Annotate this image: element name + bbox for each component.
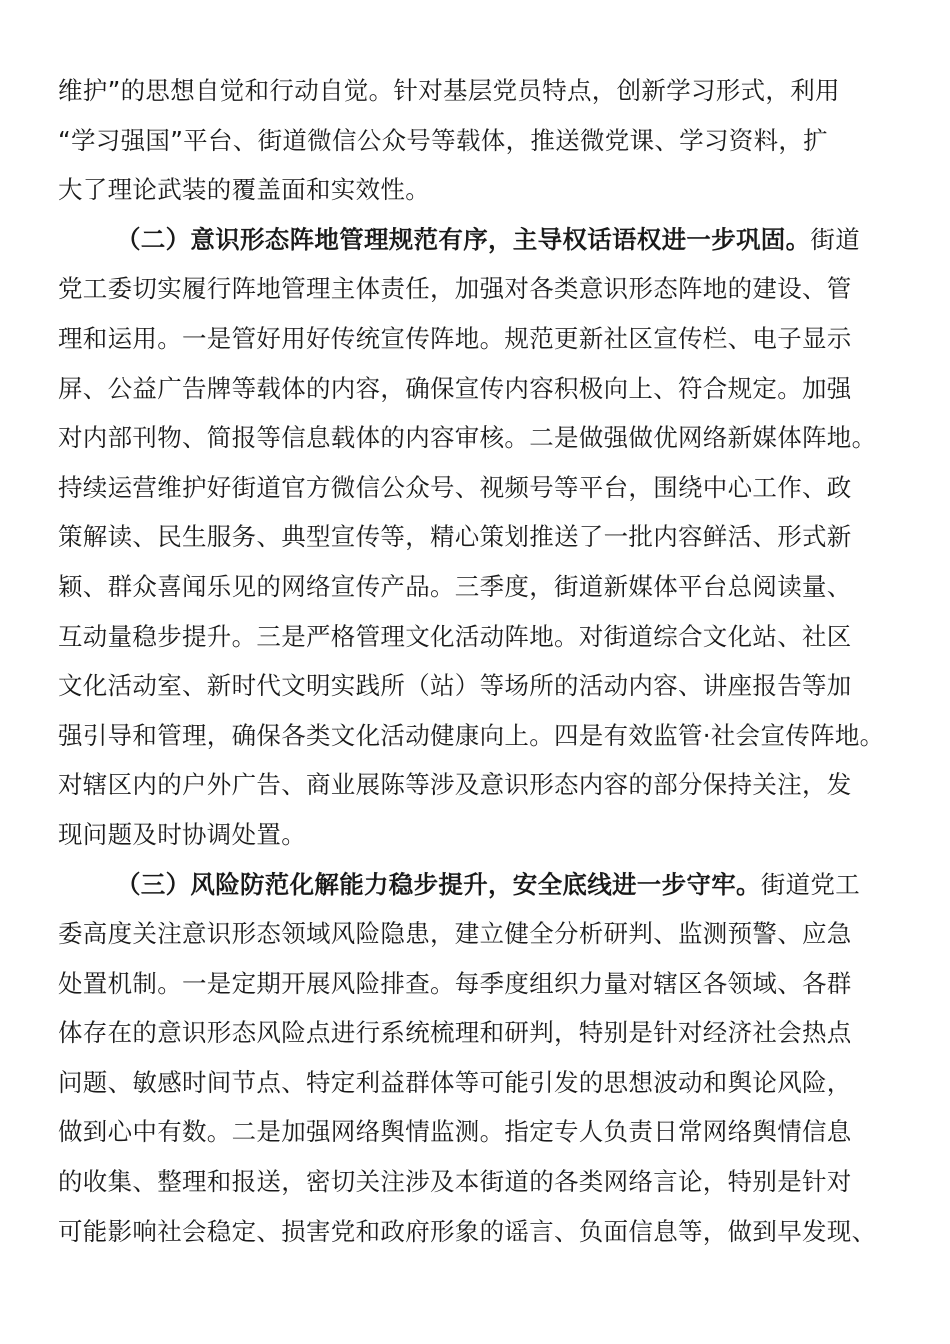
section-2-heading: （二）意识形态阵地管理规范有序，主导权话语权进一步巩固。 [116, 224, 811, 254]
paragraph-2-line: 屏、公益广告牌等载体的内容，确保宣传内容积极向上、符合规定。加强 [58, 373, 852, 403]
paragraph-3-line: 处置机制。一是定期开展风险排查。每季度组织力量对辖区各领域、各群 [58, 968, 852, 998]
paragraph-2-line: 强引导和管理，确保各类文化活动健康向上。四是有效监管·社会宣传阵地。 [58, 720, 885, 750]
paragraph-1-line-3: 大了理论武装的覆盖面和实效性。 [58, 175, 430, 205]
paragraph-3-line: 问题、敏感时间节点、特定利益群体等可能引发的思想波动和舆论风险， [58, 1067, 852, 1097]
paragraph-1-line-1: 维护”的思想自觉和行动自觉。针对基层党员特点，创新学习形式，利用 [58, 76, 840, 105]
paragraph-2-first-line-rest: 街道 [810, 224, 861, 254]
paragraph-2-line: 党工委切实履行阵地管理主体责任，加强对各类意识形态阵地的建设、管 [58, 274, 852, 304]
paragraph-2-line: 互动量稳步提升。三是严格管理文化活动阵地。对街道综合文化站、社区 [58, 621, 852, 651]
paragraph-3-line: 可能影响社会稳定、损害党和政府形象的谣言、负面信息等，做到早发现、 [58, 1216, 877, 1246]
paragraph-2-line: 颖、群众喜闻乐见的网络宣传产品。三季度，街道新媒体平台总阅读量、 [58, 571, 852, 601]
paragraph-3-line-1 [58, 860, 892, 910]
paragraph-2-line-1 [58, 215, 892, 265]
paragraph-3-line: 体存在的意识形态风险点进行系统梳理和研判，特别是针对经济社会热点 [58, 1018, 852, 1048]
paragraph-3-line: 委高度关注意识形态领域风险隐患，建立健全分析研判、监测预警、应急 [58, 919, 852, 949]
paragraph-2-line: 现问题及时协调处置。 [58, 819, 306, 849]
paragraph-2-line: 文化活动室、新时代文明实践所（站）等场所的活动内容、讲座报告等加 [58, 671, 852, 701]
paragraph-2-line: 对内部刊物、简报等信息载体的内容审核。二是做强做优网络新媒体阵地。 [58, 423, 877, 453]
paragraph-2-line: 策解读、民生服务、典型宣传等，精心策划推送了一批内容鲜活、形式新 [58, 522, 852, 552]
paragraph-2-line: 持续运营维护好街道官方微信公众号、视频号等平台，围绕中心工作、政 [58, 472, 852, 502]
paragraph-3-first-line-rest: 街道党工 [760, 869, 860, 899]
paragraph-2-line: 理和运用。一是管好用好传统宣传阵地。规范更新社区宣传栏、电子显示 [58, 323, 852, 353]
paragraph-3-line: 做到心中有数。二是加强网络舆情监测。指定专人负责日常网络舆情信息 [58, 1117, 852, 1147]
paragraph-3-line: 的收集、整理和报送，密切关注涉及本街道的各类网络言论，特别是针对 [58, 1167, 852, 1197]
paragraph-2-line: 对辖区内的户外广告、商业展陈等涉及意识形态内容的部分保持关注，发 [58, 770, 852, 800]
paragraph-1-line-2: “学习强国”平台、街道微信公众号等载体，推送微党课、学习资料，扩 [58, 125, 828, 155]
section-3-heading: （三）风险防范化解能力稳步提升，安全底线进一步守牢。 [116, 869, 761, 899]
